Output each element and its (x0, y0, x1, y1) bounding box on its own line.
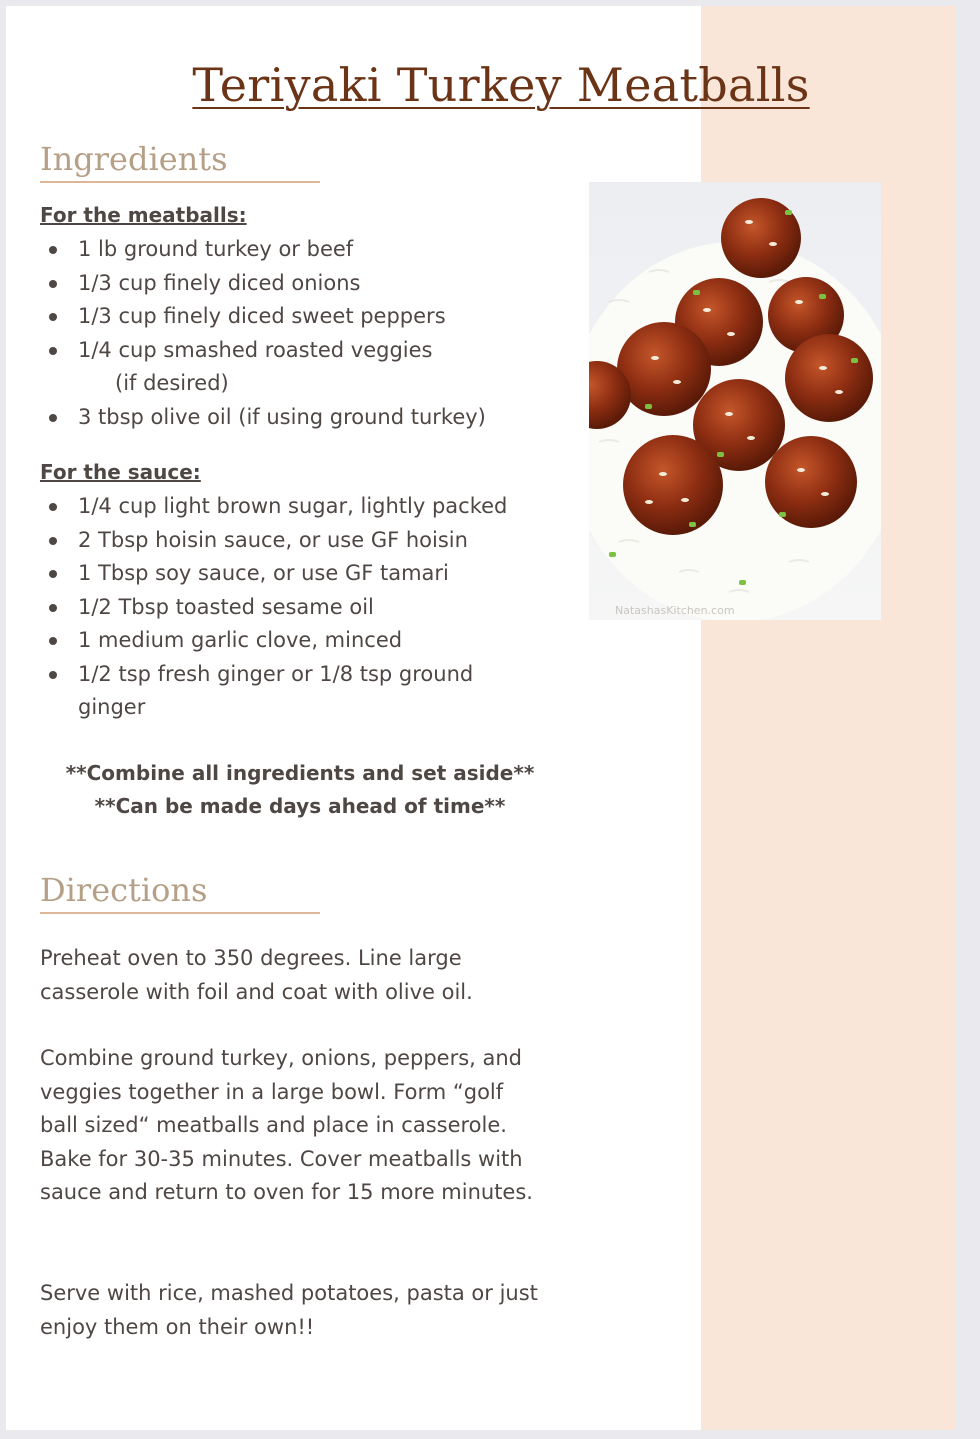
list-item: 1 medium garlic clove, minced (40, 624, 560, 658)
bullet-icon (49, 313, 57, 321)
direction-step: Combine ground turkey, onions, peppers, and veggies together in a large bowl. Form “golf ball sized“ meatballs and place in casserole. Bake for 30-35 minutes. Cover meatballs with sauce and return to oven for 15 more minutes. (40, 1046, 533, 1204)
bullet-icon (49, 637, 57, 645)
sauce-list (40, 490, 560, 725)
bullet-icon (49, 414, 57, 422)
optional-note: (if desired) (115, 371, 229, 395)
bullet-icon (49, 671, 57, 679)
recipe-title: Teriyaki Turkey Meatballs (192, 58, 810, 112)
list-item: 1/4 cup light brown sugar, lightly packed (40, 490, 560, 524)
meatballs-subheading: For the meatballs: (40, 203, 247, 227)
list-item: 2 Tbsp hoisin sauce, or use GF hoisin (40, 524, 560, 558)
ingredients-rule (40, 181, 320, 183)
list-item: 1/2 tsp fresh ginger or 1/8 tsp ground ginger (40, 658, 508, 725)
list-item: 1/2 Tbsp toasted sesame oil (40, 591, 560, 625)
list-item: 1 Tbsp soy sauce, or use GF tamari (40, 557, 560, 591)
directions-heading: Directions (40, 871, 208, 909)
meatballs-image (589, 182, 881, 620)
directions-rule (40, 912, 320, 914)
combine-note: **Combine all ingredients and set aside** (65, 761, 535, 785)
bullet-icon (49, 280, 57, 288)
bullet-icon (49, 570, 57, 578)
bullet-icon (49, 246, 57, 254)
direction-step: Preheat oven to 350 degrees. Line large casserole with foil and coat with olive oil. (40, 946, 473, 1004)
list-item: 1/3 cup finely diced sweet peppers (40, 300, 560, 334)
bullet-icon (49, 503, 57, 511)
direction-step: Serve with rice, mashed potatoes, pasta or just enjoy them on their own!! (40, 1281, 538, 1339)
bullet-icon (49, 347, 57, 355)
photo-watermark: NatashasKitchen.com (615, 604, 735, 617)
recipe-page (6, 6, 956, 1430)
list-item: 1/4 cup smashed roasted veggies (if desired) (40, 334, 560, 401)
list-item: 3 tbsp olive oil (if using ground turkey) (40, 401, 560, 435)
bullet-icon (49, 537, 57, 545)
make-ahead-note: **Can be made days ahead of time** (94, 794, 506, 818)
list-item: 1/3 cup finely diced onions (40, 267, 560, 301)
bullet-icon (49, 604, 57, 612)
meatballs-list (40, 233, 560, 434)
meatballs-photo (589, 182, 881, 620)
list-item: 1 lb ground turkey or beef (40, 233, 560, 267)
sauce-subheading: For the sauce: (40, 460, 201, 484)
ingredients-heading: Ingredients (40, 140, 228, 178)
